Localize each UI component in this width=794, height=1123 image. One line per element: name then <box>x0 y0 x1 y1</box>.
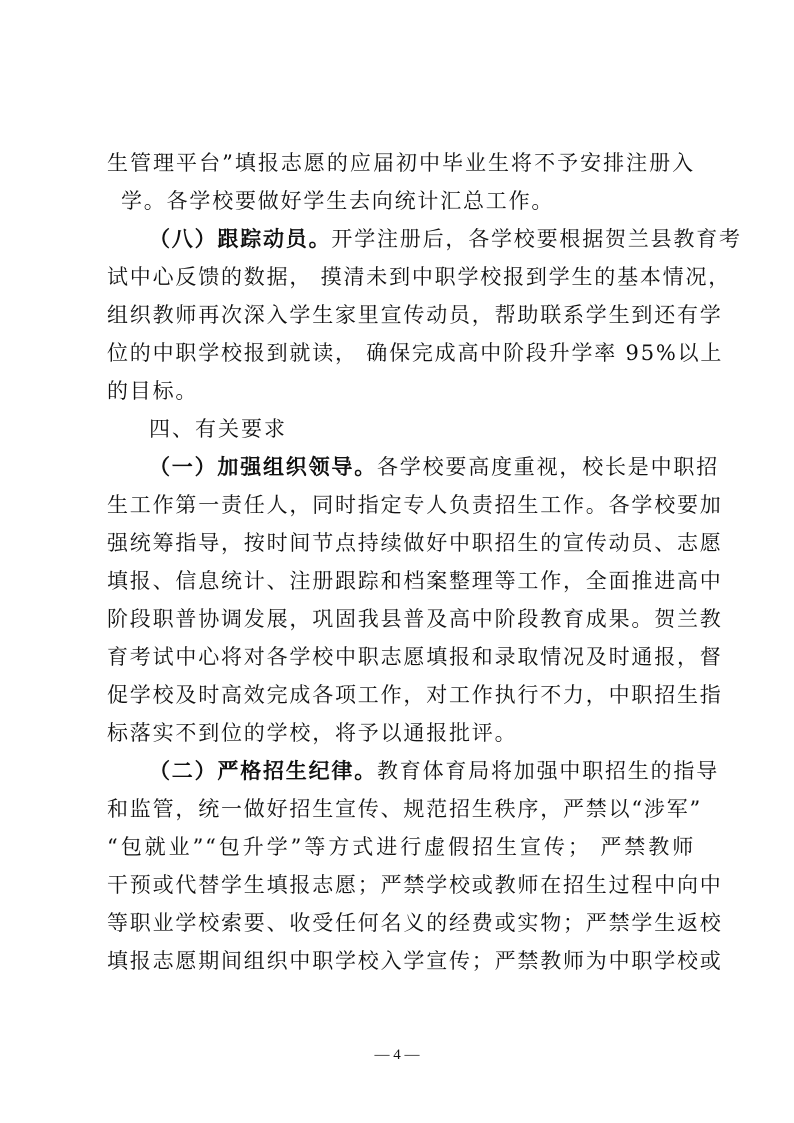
paragraph-text: 开学注册后，各学校要根据贺兰县教育考 <box>331 227 742 251</box>
paragraph-organization-leadership <box>149 449 719 485</box>
section-heading: 四、有关要求 <box>149 417 287 441</box>
paragraph-enrollment-discipline <box>149 753 719 789</box>
paragraph-tracking-mobilization <box>149 221 742 257</box>
body-line: 等职业学校索要、收受任何名义的经费或实物；严禁学生返校 <box>107 911 723 935</box>
paragraph-heading-bold: （二）严格招生纪律。 <box>149 758 377 783</box>
body-line: “包就业”“包升学”等方式进行虚假招生宣传； 严禁教师 <box>107 835 695 859</box>
paragraph-heading-bold: （一）加强组织领导。 <box>149 454 377 479</box>
body-line: 生管理平台”填报志愿的应届初中毕业生将不予安排注册入 <box>107 151 695 175</box>
body-line: 位的中职学校报到就读， 确保完成高中阶段升学率 95%以上 <box>107 341 724 365</box>
body-line: 生工作第一责任人，同时指定专人负责招生工作。各学校要加 <box>107 493 723 517</box>
body-line: 促学校及时高效完成各项工作，对工作执行不力，中职招生指 <box>107 683 723 707</box>
body-line: 填报、信息统计、注册跟踪和档案整理等工作，全面推进高中 <box>107 569 723 593</box>
paragraph-text: 教育体育局将加强中职招生的指导 <box>377 759 719 783</box>
body-line: 试中心反馈的数据， 摸清未到中职学校报到学生的基本情况， <box>107 265 732 289</box>
body-line: 阶段职普协调发展，巩固我县普及高中阶段教育成果。贺兰教 <box>107 607 723 631</box>
paragraph-text: 各学校要高度重视，校长是中职招 <box>377 455 719 479</box>
body-line: 育考试中心将对各学校中职志愿填报和录取情况及时通报，督 <box>107 645 723 669</box>
body-line: 和监管，统一做好招生宣传、规范招生秩序，严禁以“涉军” <box>107 797 703 821</box>
body-line: 的目标。 <box>107 379 199 403</box>
body-line: 标落实不到位的学校，将予以通报批评。 <box>107 721 518 745</box>
paragraph-heading-bold: （八）跟踪动员。 <box>149 226 332 251</box>
body-line: 组织教师再次深入学生家里宣传动员，帮助联系学生到还有学 <box>107 303 723 327</box>
body-line: 学。各学校要做好学生去向统计汇总工作。 <box>121 189 555 213</box>
page-number: — 4 — <box>374 1047 420 1063</box>
body-line: 填报志愿期间组织中职学校入学宣传；严禁教师为中职学校或 <box>107 949 723 973</box>
body-line: 干预或代替学生填报志愿；严禁学校或教师在招生过程中向中 <box>107 873 723 897</box>
body-line: 强统筹指导，按时间节点持续做好中职招生的宣传动员、志愿 <box>107 531 723 555</box>
